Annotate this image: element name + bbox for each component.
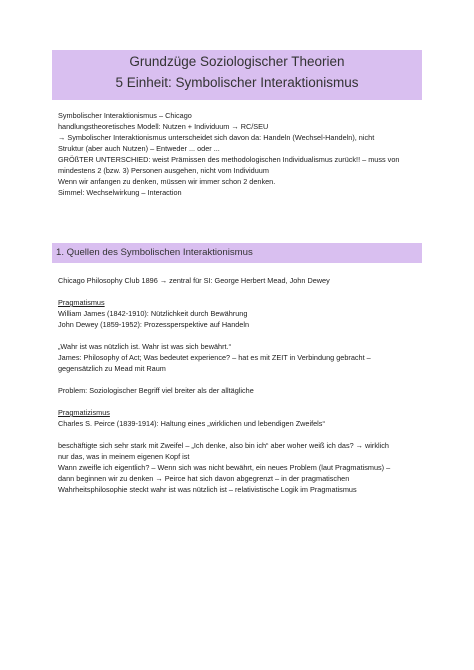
zweifel-line: Wahrheitsphilosophie steckt wahr ist was nützlich ist – relativistische Logik im Pragmatismus <box>58 485 357 494</box>
quote-line: gegensätzlich zu Mead mit Raum <box>58 364 166 373</box>
zweifel-line: nur das, was in meinem eigenen Kopf ist <box>58 452 190 461</box>
quote-line: „Wahr ist was nützlich ist. Wahr ist was sich bewährt.“ <box>58 342 232 351</box>
pragmatismus-line: John Dewey (1859-1952): Prozessperspektive auf Handeln <box>58 320 250 329</box>
intro-line: Struktur (aber auch Nutzen) – Entweder ... oder ... <box>58 144 220 153</box>
document-subtitle: 5 Einheit: Symbolischer Interaktionismus <box>115 75 359 90</box>
section-heading: 1. Quellen des Symbolischen Interaktionismus <box>56 247 253 258</box>
problem-line: Problem: Soziologischer Begriff viel breiter als der alltägliche <box>58 386 254 395</box>
quote-line: James: Philosophy of Act; Was bedeutet experience? – hat es mit ZEIT in Verbindung gebracht – <box>58 353 371 362</box>
zweifel-line: beschäftigte sich sehr stark mit Zweifel – „Ich denke, also bin ich“ aber woher weiß ich das? → wirklich <box>58 441 389 450</box>
section-heading-banner <box>52 243 422 263</box>
intro-line: GRÖßTER UNTERSCHIED: weist Prämissen des methodologischen Individualismus zurück!! – muss von <box>58 155 400 164</box>
pragmatizismus-heading: Pragmatizismus <box>58 408 110 417</box>
intro-line: handlungstheoretisches Modell: Nutzen + Individuum → RC/SEU <box>58 122 269 131</box>
pragmatismus-line: William James (1842-1910): Nützlichkeit durch Bewährung <box>58 309 248 318</box>
club-line: Chicago Philosophy Club 1896 → zentral für SI: George Herbert Mead, John Dewey <box>58 276 330 285</box>
zweifel-line: dann beginnen wir zu denken → Peirce hat sich davon abgegrenzt – in der pragmatischen <box>58 474 350 483</box>
title-banner <box>52 50 422 100</box>
intro-line: Symbolischer Interaktionismus – Chicago <box>58 111 192 120</box>
intro-line: → Symbolischer Interaktionismus unterscheidet sich davon da: Handeln (Wechsel-Handeln), nicht <box>58 133 375 142</box>
intro-line: Wenn wir anfangen zu denken, müssen wir immer schon 2 denken. <box>58 177 276 186</box>
zweifel-line: Wann zweifle ich eigentlich? – Wenn sich was nicht bewährt, ein neues Problem (laut Pragmatismus) – <box>58 463 391 472</box>
intro-line: mindestens 2 (bzw. 3) Personen ausgehen, nicht vom Individuum <box>58 166 269 175</box>
document-title: Grundzüge Soziologischer Theorien <box>129 54 345 69</box>
pragmatismus-heading: Pragmatismus <box>58 298 105 307</box>
intro-line: Simmel: Wechselwirkung – Interaction <box>58 188 182 197</box>
pragmatizismus-line: Charles S. Peirce (1839-1914): Haltung eines „wirklichen und lebendigen Zweifels“ <box>58 419 325 428</box>
